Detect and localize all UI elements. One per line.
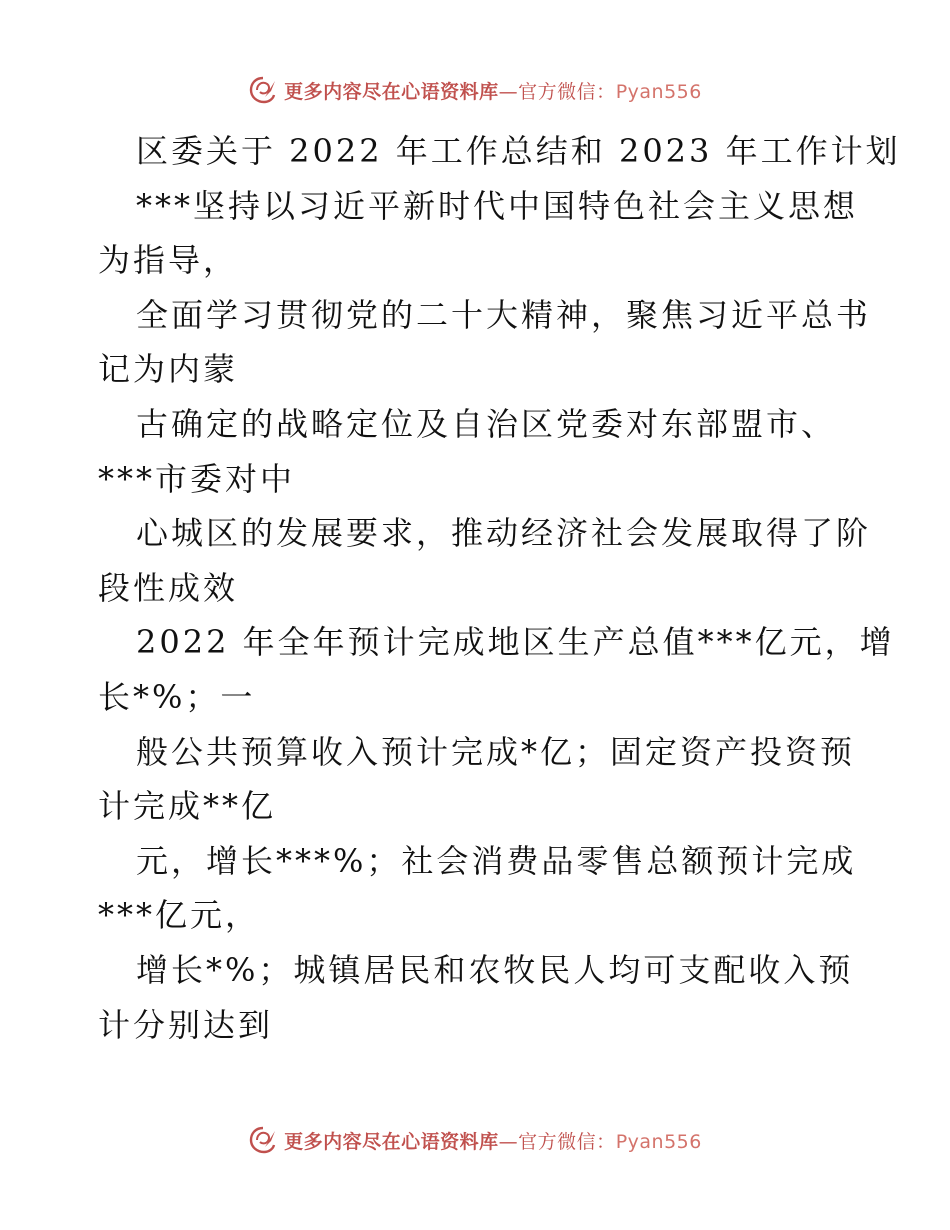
document-line: ***亿元，	[98, 896, 261, 935]
header-banner	[0, 70, 950, 110]
document-line: 增长*%；城镇居民和农牧民人均可支配收入预	[136, 950, 854, 989]
document-line: 区委关于 2022 年工作总结和 2023 年工作计划	[136, 132, 901, 170]
document-line: ***坚持以习近平新时代中国特色社会主义思想	[136, 186, 859, 225]
document-line: 般公共预算收入预计完成*亿；固定资产投资预	[136, 732, 856, 771]
document-line: 元，增长***%；社会消费品零售总额预计完成	[136, 841, 857, 880]
banner-text	[284, 77, 702, 104]
banner-separator: —	[498, 80, 519, 103]
banner-label: 官方微信：	[518, 80, 616, 103]
document-line: 为指导，	[98, 241, 239, 280]
document-line: 心城区的发展要求，推动经济社会发展取得了阶	[136, 514, 872, 553]
document-line: 长*%；一	[98, 677, 256, 716]
footer-banner	[0, 1120, 950, 1160]
banner-brand: 更多内容尽在心语资料库	[284, 80, 499, 103]
document-line: 古确定的战略定位及自治区党委对东部盟市、	[136, 404, 837, 443]
banner-account: Pyan556	[615, 1130, 702, 1153]
document-body	[98, 124, 901, 1052]
banner-text	[284, 1127, 702, 1154]
document-line: 全面学习贯彻党的二十大精神，聚焦习近平总书	[136, 295, 872, 334]
banner-brand: 更多内容尽在心语资料库	[284, 1130, 499, 1153]
quill-swirl-logo-icon	[248, 1125, 278, 1155]
document-line: 记为内蒙	[98, 350, 239, 389]
document-line: 段性成效	[98, 568, 239, 607]
banner-account: Pyan556	[615, 80, 702, 103]
quill-swirl-logo-icon	[248, 75, 278, 105]
document-line: 计完成**亿	[98, 787, 277, 826]
banner-label: 官方微信：	[518, 1130, 616, 1153]
document-line: 2022 年全年预计完成地区生产总值***亿元，增	[136, 623, 895, 662]
document-line: ***市委对中	[98, 459, 296, 498]
banner-separator: —	[498, 1130, 519, 1153]
document-line: 计分别达到	[98, 1005, 274, 1044]
